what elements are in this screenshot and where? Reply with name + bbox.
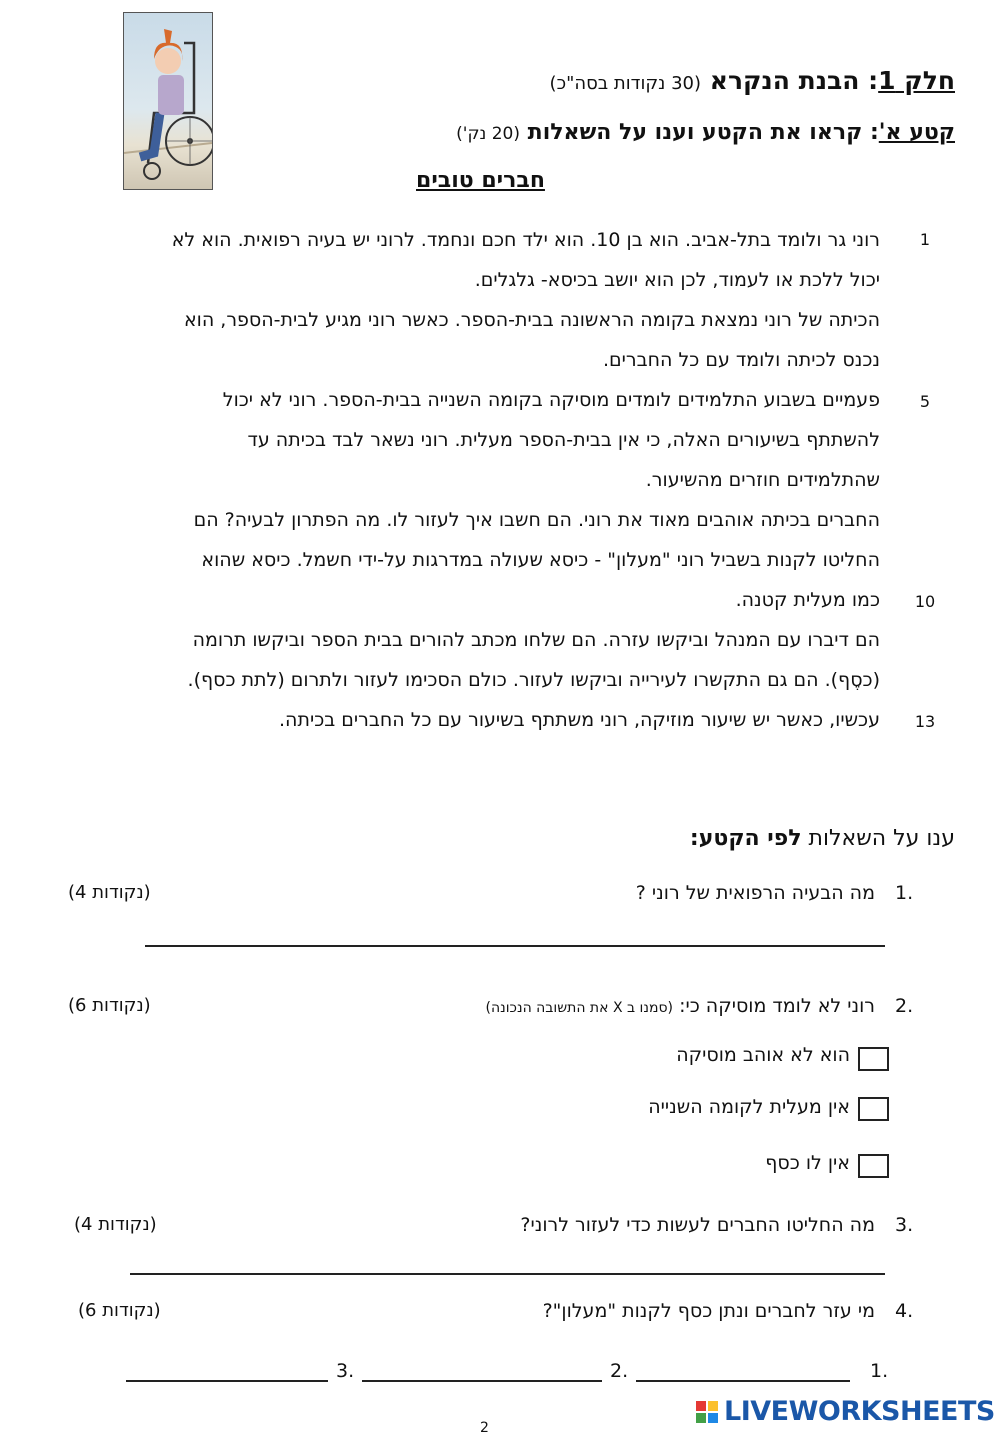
- line-number: 13: [914, 712, 936, 731]
- question-2-note: (סמנו ב X את התשובה הנכונה): [485, 1000, 674, 1016]
- option-label: אין לו כסף: [765, 1152, 850, 1174]
- passage-line: החברים בכיתה אוהבים מאוד את רוני. הם חשבו איך לעזור לו. מה הפתרון לבעיה? הם: [193, 509, 880, 531]
- question-2-stem: רוני לא לומד מוסיקה כי:: [673, 995, 875, 1017]
- passage-line: (כסֶף). הם גם התקשרו לעירייה וביקשו לעזור. כולם הסכימו לעזור ולתרום (לתת כסף).: [187, 669, 880, 691]
- section-label: קטע א': [878, 120, 955, 145]
- passage-line: כמו מעלית קטנה.: [735, 589, 880, 611]
- passage-line: הם דיברו עם המנהל וביקשו עזרה. הם שלחו מכתב להורים בבית הספר וביקשו תרומה: [192, 629, 880, 651]
- line-number: 5: [919, 392, 931, 411]
- answer-blank-1[interactable]: [636, 1380, 850, 1382]
- passage-line: פעמיים בשבוע התלמידים לומדים מוסיקה בקומה השנייה בבית-הספר. רוני לא יכול: [222, 389, 880, 411]
- question-3-text: מה החליטו החברים לעשות כדי לעזור לרוני?: [520, 1214, 875, 1236]
- answer-blank-3[interactable]: [126, 1380, 328, 1382]
- passage-line: נכנס לכיתה ולומד עם כל החברים.: [603, 349, 880, 371]
- question-1-points: (4 נקודות): [68, 882, 151, 903]
- blank-number: 3.: [336, 1360, 355, 1382]
- question-number: 1.: [895, 882, 914, 904]
- passage-line: להשתתף בשיעורים האלה, כי אין בבית-הספר מעלית. רוני נשאר לבד בכיתה עד: [247, 429, 880, 451]
- line-number: 1: [919, 230, 931, 249]
- page-number: 2: [480, 1420, 489, 1436]
- question-number: 3.: [895, 1214, 914, 1236]
- answer-blank-2[interactable]: [362, 1380, 602, 1382]
- passage-paragraph: [20, 220, 880, 740]
- part-label: חלק 1: [878, 66, 955, 95]
- section-heading: [456, 120, 955, 145]
- part-heading: [550, 66, 955, 95]
- questions-heading: [690, 826, 955, 851]
- question-3-points: (4 נקודות): [74, 1214, 157, 1235]
- wheelchair-drawing: [124, 13, 212, 189]
- liveworksheets-logo: [696, 1396, 995, 1427]
- questions-heading-plain: ענו על השאלות: [801, 826, 955, 851]
- answer-line-3[interactable]: [130, 1273, 885, 1275]
- passage-line: רוני גר ולומד בתל-אביב. הוא בן 10. הוא ילד חכם ונחמד. לרוני יש בעיה רפואית. הוא לא: [171, 229, 880, 251]
- questions-heading-bold: לפי הקטע:: [689, 826, 802, 851]
- passage-line: החליטו לקנות בשביל רוני "מעלון" - כיסא שעולה במדרגות על-ידי חשמל. כיסא שהוא: [201, 549, 880, 571]
- option-label: אין מעלית לקומה השנייה: [648, 1096, 850, 1118]
- part-points: (30 נקודות בסה"כ): [549, 73, 702, 94]
- option-checkbox[interactable]: [858, 1154, 889, 1178]
- blank-number: 2.: [610, 1360, 629, 1382]
- question-2-text: [486, 995, 875, 1017]
- girl-wheelchair-illustration: [123, 12, 213, 190]
- logo-text: LIVEWORKSHEETS: [724, 1396, 995, 1427]
- option-checkbox[interactable]: [858, 1047, 889, 1071]
- section-points: (20 נק'): [456, 124, 520, 144]
- part-title: : הבנת הנקרא: [709, 66, 879, 95]
- question-number: 2.: [895, 995, 914, 1017]
- option-label: הוא לא אוהב מוסיקה: [676, 1044, 850, 1066]
- blank-number: 1.: [870, 1360, 889, 1382]
- question-4-text: מי עזר לחברים ונתן כסף לקנות "מעלון"?: [542, 1300, 875, 1322]
- question-number: 4.: [895, 1300, 914, 1322]
- passage-line: יכול ללכת או לעמוד, לכן הוא יושב בכיסא- גלגלים.: [474, 269, 880, 291]
- passage-line: שהתלמידים חוזרים מהשיעור.: [645, 469, 880, 491]
- answer-line-1[interactable]: [145, 945, 885, 947]
- story-title: חברים טובים: [416, 168, 545, 193]
- question-1-text: מה הבעיה הרפואית של רוני ?: [635, 882, 875, 904]
- passage-line: עכשיו, כאשר יש שיעור מוזיקה, רוני משתתף בשיעור עם כל החברים בכיתה.: [279, 709, 880, 731]
- logo-grid-icon: [696, 1399, 718, 1421]
- option-checkbox[interactable]: [858, 1097, 889, 1121]
- line-number: 10: [914, 592, 936, 611]
- question-2-points: (6 נקודות): [68, 995, 151, 1016]
- passage-line: הכיתה של רוני נמצאת בקומה הראשונה בבית-הספר. כאשר רוני מגיע לבית-הספר, הוא: [183, 309, 880, 331]
- question-4-points: (6 נקודות): [78, 1300, 161, 1321]
- section-instruction: : קראו את הקטע וענו על השאלות: [527, 120, 879, 145]
